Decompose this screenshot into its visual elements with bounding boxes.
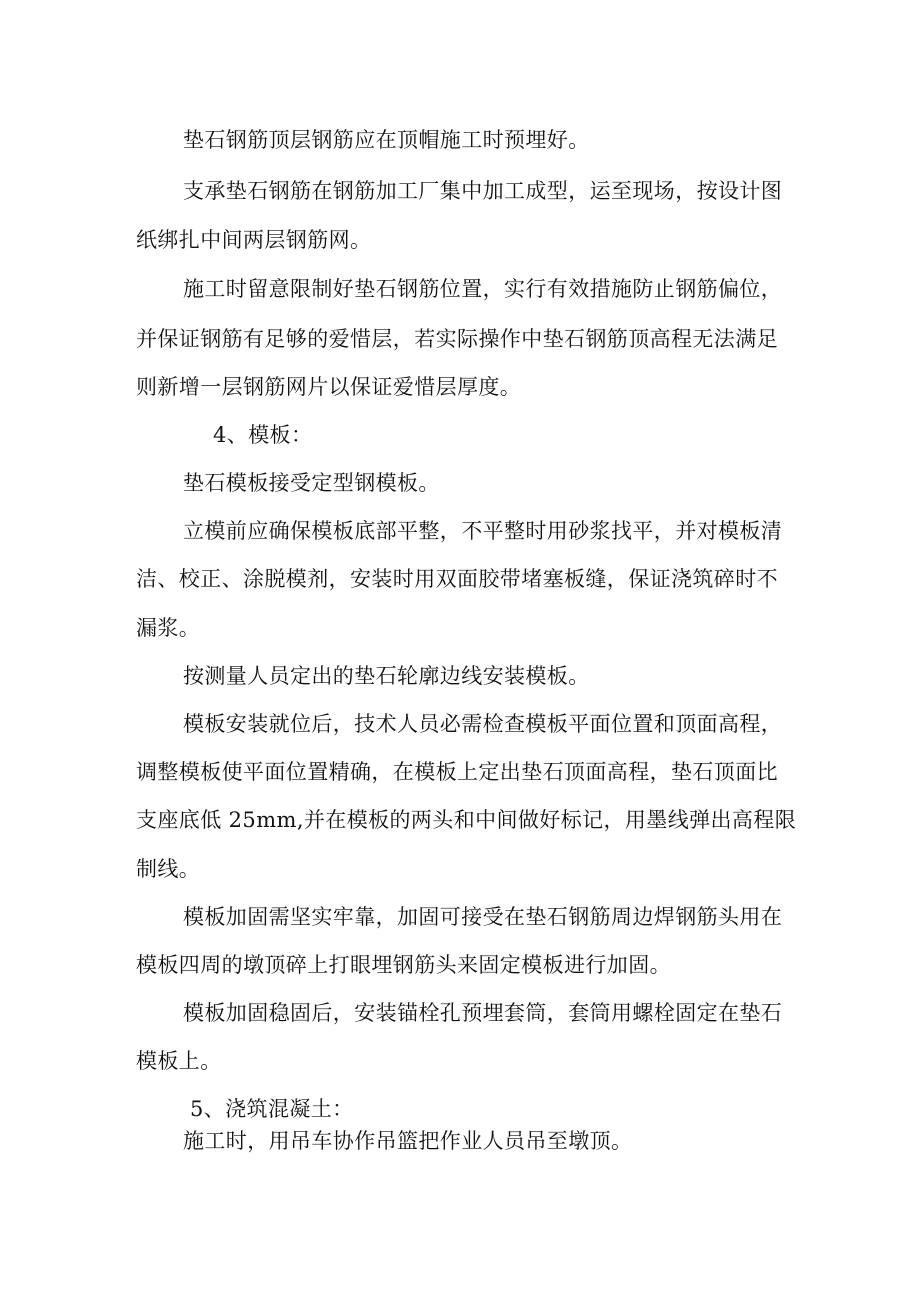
text-line: 支座底低 25mm,并在模板的两头和中间做好标记，用墨线弹出高程限 [136,808,797,832]
text-line: 调整模板使平面位置精确，在模板上定出垫石顶面高程，垫石顶面比 [136,760,778,784]
text-line: 则新增一层钢筋网片以保证爱惜层厚度。 [136,375,522,399]
text-line: 纸绑扎中间两层钢筋网。 [136,228,372,252]
text-line: 模板安装就位后，技术人员必需检查模板平面位置和顶面高程， [183,712,783,736]
text-line: 垫石模板接受定型钢模板。 [183,471,440,495]
section-heading: 5、浇筑混凝土： [190,1097,354,1121]
text-line: 漏浆。 [136,616,201,640]
text-line: 模板四周的墩顶碎上打眼埋钢筋头来固定模板进行加固。 [136,953,671,977]
text-line: 立模前应确保模板底部平整，不平整时用砂浆找平，并对模板清 [183,519,783,543]
text-line: 模板加固需坚实牢靠，加固可接受在垫石钢筋周边焊钢筋头用在 [183,905,783,929]
section-heading: 4、模板： [213,423,313,447]
text-line: 模板上。 [136,1049,222,1073]
text-line: 并保证钢筋有足够的爱惜层，若实际操作中垫石钢筋顶高程无法满足 [136,327,778,351]
text-line: 垫石钢筋顶层钢筋应在顶帽施工时预埋好。 [183,128,590,152]
text-line: 洁、校正、涂脱模剂，安装时用双面胶带堵塞板缝，保证浇筑碎时不 [136,567,778,591]
text-line: 按测量人员定出的垫石轮廓边线安装模板。 [183,664,590,688]
text-line: 施工时留意限制好垫石钢筋位置，实行有效措施防止钢筋偏位， [183,277,783,301]
text-line: 支承垫石钢筋在钢筋加工厂集中加工成型，运至现场，按设计图 [183,179,783,203]
text-line: 模板加固稳固后，安装锚栓孔预埋套筒，套筒用螺栓固定在垫石 [183,1001,783,1025]
text-line: 施工时，用吊车协作吊篮把作业人员吊至墩顶。 [183,1129,633,1153]
text-line: 制线。 [136,857,201,881]
